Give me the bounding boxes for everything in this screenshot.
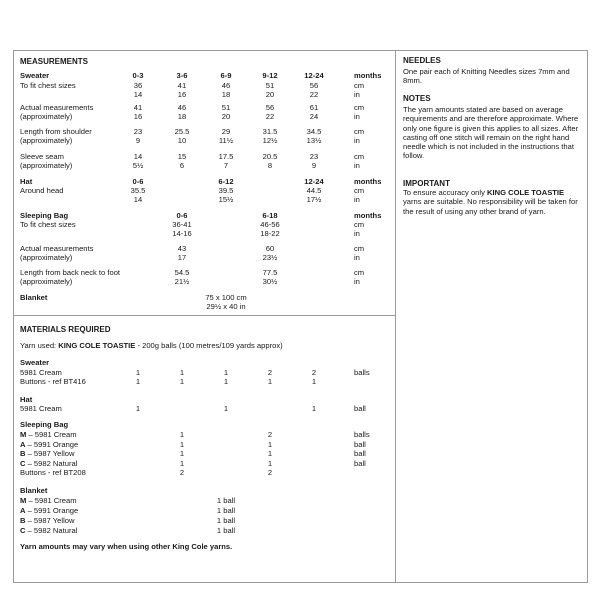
value-cm: 77.5 [262,268,278,277]
value-cm: 51 [265,81,275,90]
color-name: – 5981 Cream [26,430,77,439]
size-header: 3-6 [176,71,188,80]
color-name: – 5987 Yellow [25,516,75,525]
value-in: 22 [309,90,319,99]
material-qty: 1 [267,449,273,458]
material-qty: 1 [311,404,317,413]
material-qty: 1 [135,404,141,413]
material-qty: 2 [179,468,185,477]
material-qty: 1 ball [216,526,236,535]
value-cm: 17.5 [218,152,234,161]
row-label: To fit chest sizes [20,81,76,90]
value-cm: 43 [177,244,187,253]
value-in: 16 [177,90,187,99]
value-in: 6 [179,161,185,170]
section-divider [13,315,396,316]
row-label: Actual measurements [20,244,94,253]
size-header: 0-6 [176,211,188,220]
value-in: 10 [177,136,187,145]
row-label: (approximately) [20,136,73,145]
unit-label: cm [354,81,365,90]
size-header: 6-18 [262,211,278,220]
color-code: C [20,458,26,468]
material-row-label: 5981 Cream [20,404,62,413]
unit-label: cm [354,268,365,277]
color-name: – 5982 Natural [25,526,78,535]
value-cm: 60 [265,244,275,253]
value-cm: 44.5 [306,186,322,195]
color-code: B [20,449,26,458]
unit-label: cm [354,244,365,253]
value-cm: 31.5 [262,127,278,136]
material-row-label [20,468,86,477]
value-in: 18-22 [260,229,280,238]
hat-label: Hat [20,177,33,186]
value-in: 14 [133,90,143,99]
material-qty: 2 [267,368,273,377]
size-header: 0-6 [132,177,144,186]
unit-label: in [354,277,360,286]
value-cm: 46 [221,81,231,90]
material-qty: 1 [223,368,229,377]
value-in: 13½ [306,136,322,145]
value-cm: 35.5 [130,186,146,195]
material-qty: 1 [179,439,185,449]
material-qty: 1 ball [216,496,236,505]
value-cm: 36 [133,81,143,90]
value-in: 7 [223,161,229,170]
unit-label: balls [354,430,370,439]
measurements-title: MEASUREMENTS [20,57,89,66]
yarn-note: Yarn amounts may vary when using other King Cole yarns. [20,542,233,551]
row-label: (approximately) [20,161,73,170]
row-label: Around head [20,186,64,195]
value-cm: 29 [221,127,231,136]
material-qty: 1 [135,368,141,377]
value-cm: 61 [309,103,319,112]
value-in: 11½ [218,136,234,145]
unit-label: ball [354,439,366,449]
important-title: IMPORTANT [403,179,450,188]
materials-hat-label: Hat [20,395,33,404]
color-code: M [20,430,27,439]
color-code: M [20,496,27,505]
row-label: Length from shoulder [20,127,92,136]
value-in: 23½ [262,253,278,262]
material-row-label [20,430,77,439]
important-text: To ensure accuracy only KING COLE TOASTIE yarns are suitable. No responsibility will be taken for the result of using any other brand of yarn. [403,188,578,216]
unit-label: ball [354,458,366,468]
material-row-label [20,459,77,468]
value-cm: 56 [309,81,319,90]
blanket-label: Blanket [20,293,48,302]
sweater-label: Sweater [20,71,50,80]
color-name: – 5991 Orange [25,506,79,515]
material-row-label: 5981 Cream [20,368,62,377]
color-name: Buttons - ref BT208 [20,468,86,477]
notes-title: NOTES [403,94,431,103]
value-in: 5½ [132,161,144,170]
material-row-label [20,516,74,525]
value-cm: 34.5 [306,127,322,136]
size-header: 12-24 [304,71,324,80]
value-in: 12½ [262,136,278,145]
value-in: 22 [265,112,275,121]
blanket-size-in: 29½ x 40 in [206,302,246,311]
material-qty: 1 [311,377,317,386]
needles-title: NEEDLES [403,56,441,65]
value-in: 8 [267,161,273,170]
color-name: – 5982 Natural [25,458,78,468]
value-in: 14 [133,195,143,204]
value-cm: 41 [133,103,143,112]
value-in: 16 [133,112,143,121]
unit-label: cm [354,220,365,229]
size-header: 12-24 [304,177,324,186]
material-qty: 1 [267,377,273,386]
unit-label: in [354,112,360,121]
color-name: – 5981 Cream [26,496,77,505]
months-label: months [354,177,382,186]
value-cm: 14 [133,152,143,161]
unit-label: cm [354,186,365,195]
unit-label: in [354,253,360,262]
yarn-used-line [20,341,283,350]
value-in: 20 [265,90,275,99]
size-header: 0-3 [132,71,144,80]
size-header: 9-12 [262,71,278,80]
material-qty: 1 ball [216,506,236,515]
unit-label: in [354,90,360,99]
material-qty: 1 [267,439,273,449]
months-label: months [354,71,382,80]
notes-text: The yarn amounts stated are based on average requirements and are therefore approximate. Where only one figure is given this applies to all sizes. After casting off one stitch will remain on the right hand needle which is not included in the instructions that follow. [403,105,579,161]
materials-sweater-label: Sweater [20,358,50,367]
size-header: 6-12 [218,177,234,186]
row-label: Actual measurements [20,103,94,112]
months-label: months [354,211,382,220]
material-qty: 1 ball [216,516,236,525]
color-code: A [20,439,26,449]
yarn-prefix: Yarn used: [20,341,59,350]
row-label: (approximately) [20,253,73,262]
value-cm: 15 [177,152,187,161]
row-label: To fit chest sizes [20,220,76,229]
material-qty: 1 [223,377,229,386]
value-cm: 46-56 [260,220,280,229]
material-qty: 1 [179,430,185,439]
unit-label: cm [354,152,365,161]
material-qty: 1 [267,458,273,468]
value-in: 9 [135,136,141,145]
material-qty: 1 [179,458,185,468]
yarn-suffix: - 200g balls (100 metres/109 yards approx) [135,341,283,350]
value-cm: 54.5 [174,268,190,277]
color-code: C [20,526,26,535]
material-qty: 2 [267,430,273,439]
value-in: 18 [177,112,187,121]
value-in: 14-16 [172,229,192,238]
material-qty: 2 [267,468,273,477]
unit-label: cm [354,103,365,112]
material-row-label [20,506,78,515]
sleeping-bag-label: Sleeping Bag [20,211,69,220]
color-name: – 5987 Yellow [25,449,75,458]
unit-label: in [354,136,360,145]
unit-label: ball [354,449,366,458]
material-row-label: Buttons - ref BT416 [20,377,86,386]
material-qty: 2 [311,368,317,377]
value-in: 24 [309,112,319,121]
material-row-label [20,526,77,535]
value-in: 9 [311,161,317,170]
unit-label: in [354,229,360,238]
material-row-label [20,496,77,505]
material-qty: 1 [179,377,185,386]
size-header: 6-9 [220,71,232,80]
unit-label: ball [354,404,366,413]
value-cm: 46 [177,103,187,112]
material-qty: 1 [223,404,229,413]
material-row-label [20,449,74,458]
value-in: 17½ [306,195,322,204]
row-label: (approximately) [20,112,73,121]
value-in: 21½ [174,277,190,286]
color-name: – 5991 Orange [25,439,79,449]
color-code: B [20,516,26,525]
value-cm: 25.5 [174,127,190,136]
value-cm: 51 [221,103,231,112]
value-cm: 39.5 [218,186,234,195]
value-cm: 36-41 [172,220,192,229]
material-qty: 1 [179,368,185,377]
value-in: 30½ [262,277,278,286]
value-in: 18 [221,90,231,99]
materials-sleeping-bag-label: Sleeping Bag [20,420,69,429]
material-qty: 1 [135,377,141,386]
color-code: A [20,506,26,515]
value-cm: 23 [309,152,319,161]
value-in: 17 [177,253,187,262]
materials-title: MATERIALS REQUIRED [20,325,111,334]
value-cm: 20.5 [262,152,278,161]
row-label: Sleeve seam [20,152,64,161]
yarn-name: KING COLE TOASTIE [58,341,136,350]
unit-label: cm [354,127,365,136]
unit-label: in [354,195,360,204]
value-cm: 23 [133,127,143,136]
blanket-size-cm: 75 x 100 cm [205,293,247,302]
material-qty: 1 [179,449,185,458]
materials-blanket-label: Blanket [20,486,48,495]
row-label: (approximately) [20,277,73,286]
column-divider [395,50,396,583]
value-cm: 41 [177,81,187,90]
value-cm: 56 [265,103,275,112]
value-in: 15½ [218,195,234,204]
row-label: Length from back neck to foot [20,268,121,277]
material-row-label [20,440,78,449]
value-in: 20 [221,112,231,121]
needles-text: One pair each of Knitting Needles sizes 7mm and 8mm. [403,67,570,86]
unit-label: balls [354,368,370,377]
unit-label: in [354,161,360,170]
